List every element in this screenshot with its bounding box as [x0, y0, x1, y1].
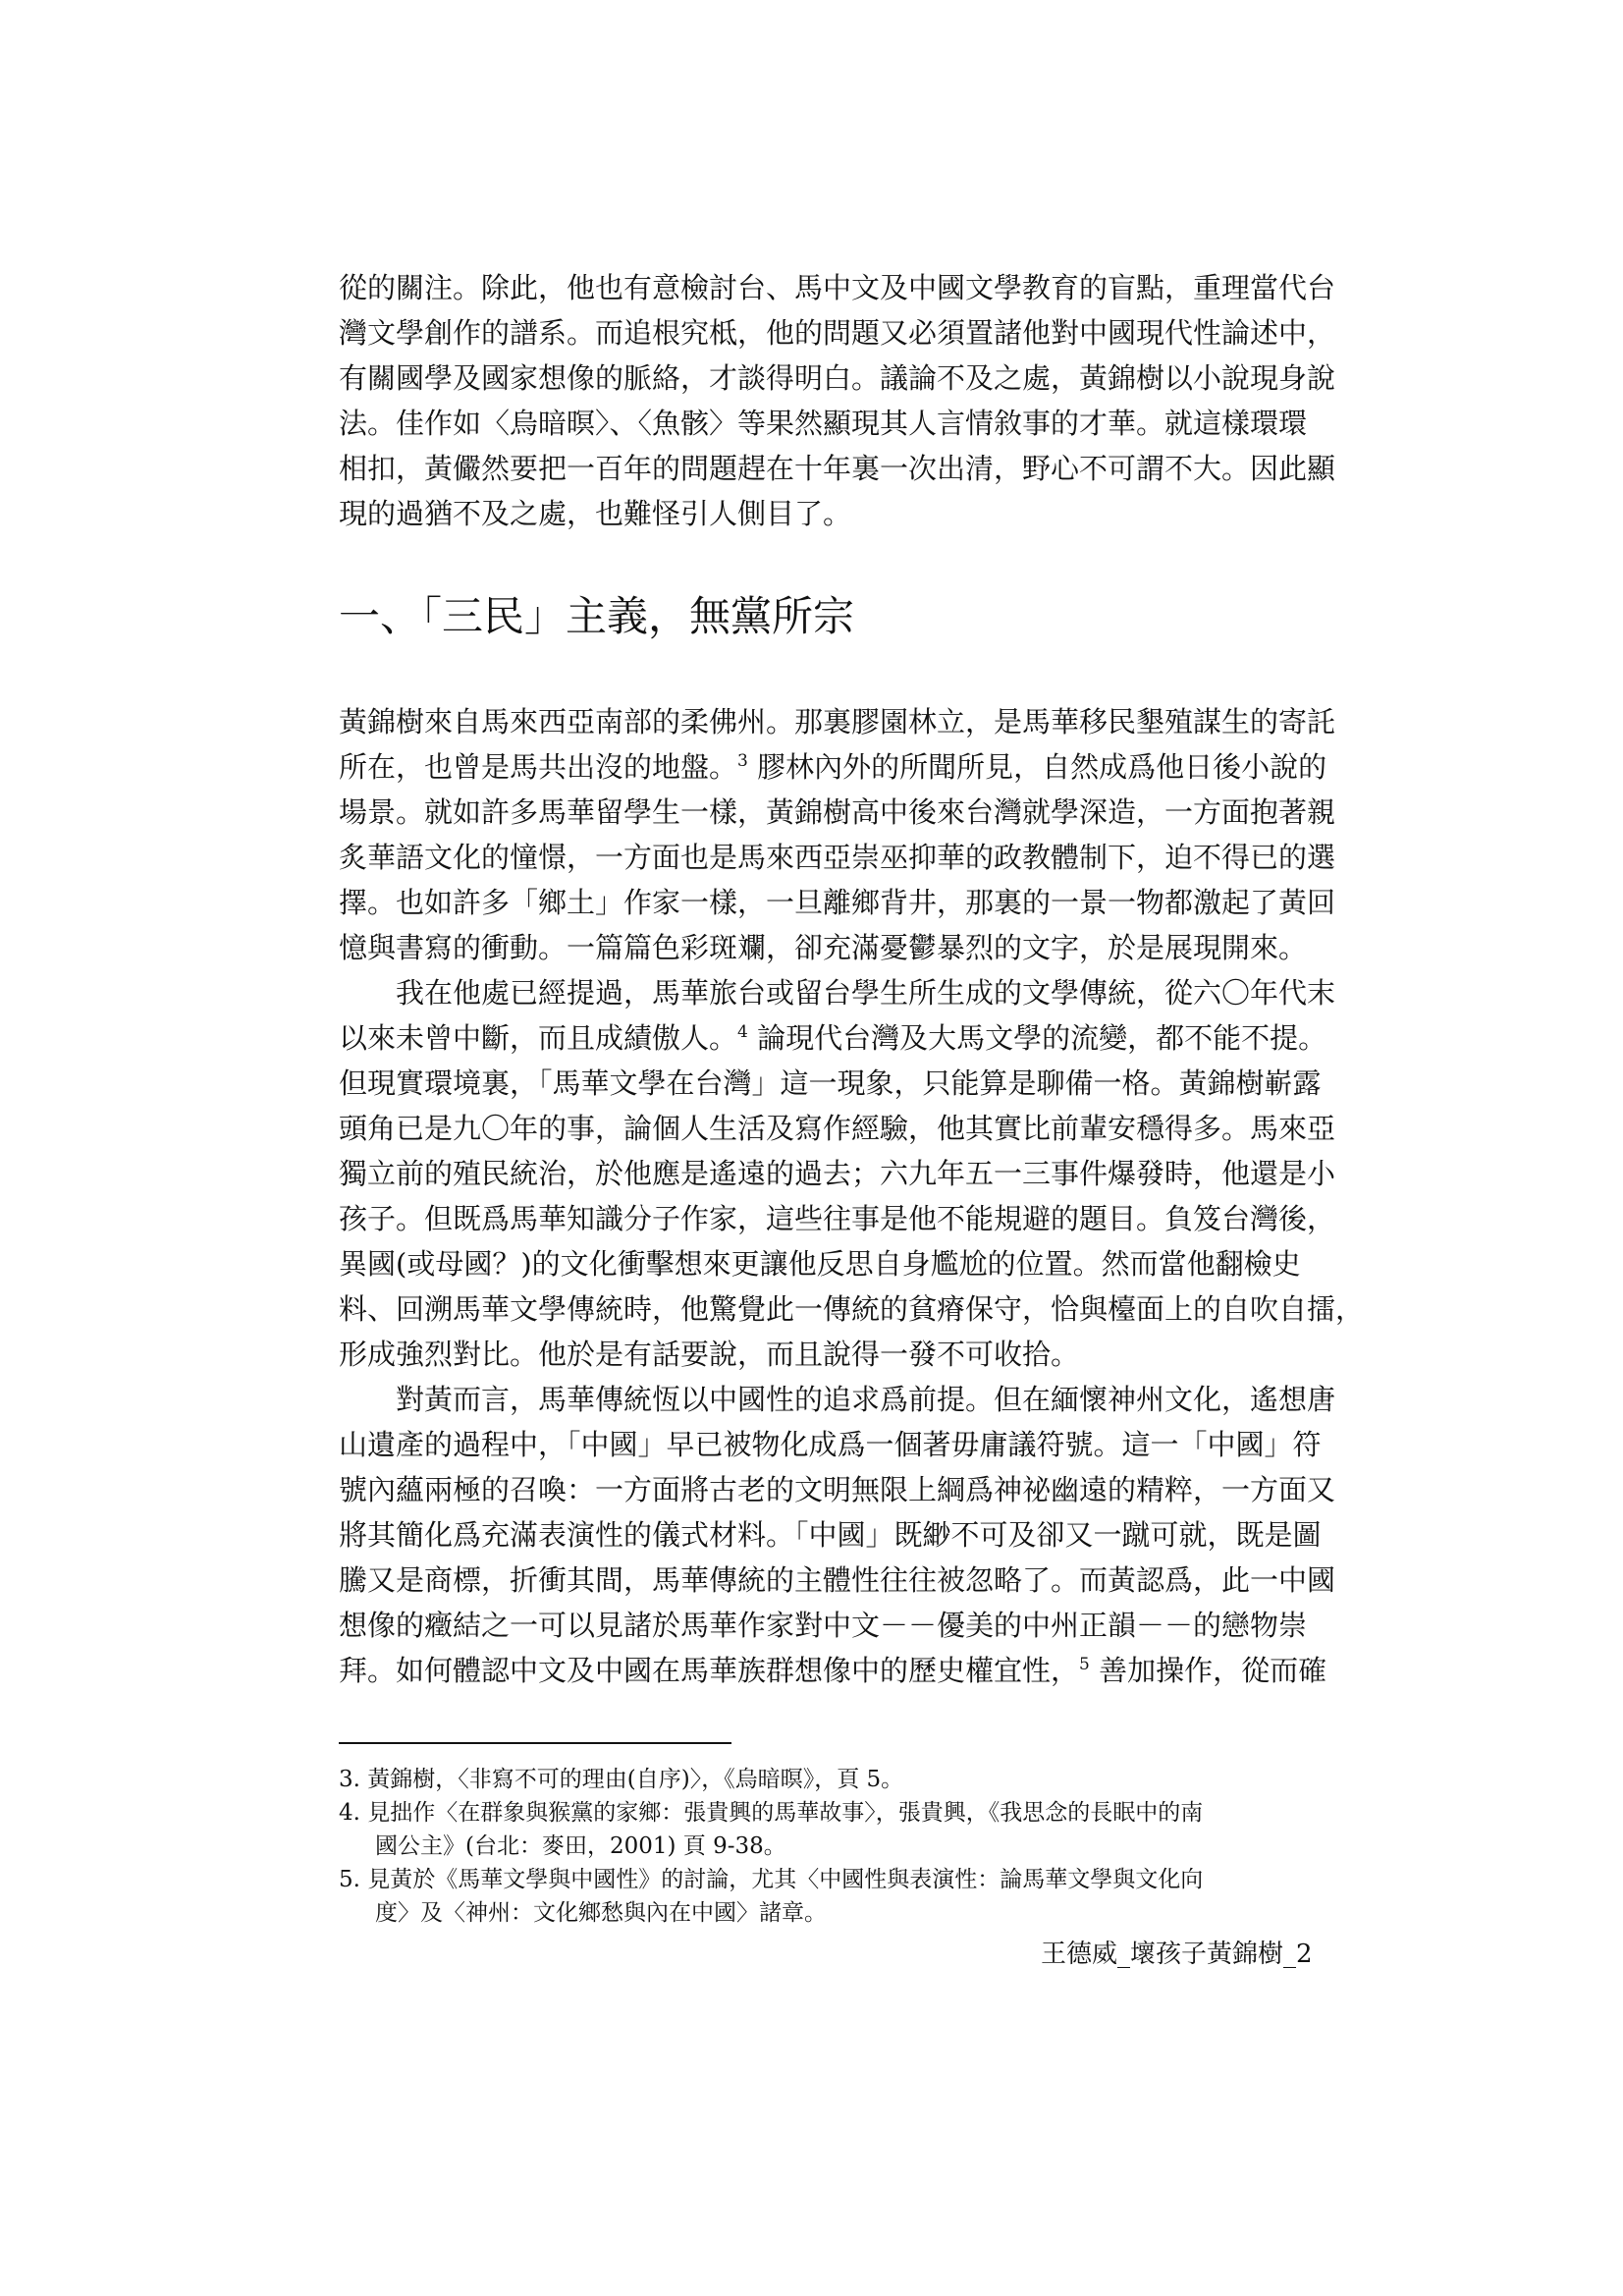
paragraph-1: [339, 699, 1336, 970]
page-footer: 王德威_壞孩子黃錦樹_2: [1041, 1940, 1313, 1969]
footnote-3: 3. 黃錦樹，〈非寫不可的理由(自序)〉，《烏暗暝》，頁 5。: [339, 1767, 904, 1792]
text-line: 將其簡化爲充滿表演性的儀式材料。「中國」既緲不可及卻又一蹴可就，既是圖: [339, 1518, 1322, 1552]
text-span: 所在，也曾是馬共出沒的地盤。: [339, 750, 738, 784]
text-line: 騰又是商標，折衝其間，馬華傳統的主體性往往被忽略了。而黃認爲，此一中國: [339, 1563, 1336, 1597]
footnote-marker: 5: [1079, 1655, 1090, 1674]
text-line: 形成強烈對比。他於是有話要說，而且說得一發不可收拾。: [339, 1338, 1080, 1371]
text-span: 論現代台灣及大馬文學的流變，都不能不提。: [757, 1021, 1327, 1055]
text-line: 但現實環境裏，「馬華文學在台灣」這一現象，只能算是聊備一格。黃錦樹嶄露: [339, 1066, 1322, 1100]
text-line: [339, 1015, 1327, 1061]
paragraph-3: [339, 1377, 1336, 1693]
text-line: 法。佳作如〈烏暗暝〉、〈魚骸〉等果然顯現其人言情敘事的才華。就這樣環環: [339, 407, 1308, 440]
text-span: 以來未曾中斷，而且成績傲人。: [339, 1021, 738, 1055]
section-heading: 一、「三民」主義，無黨所宗: [339, 592, 855, 640]
text-line: 相扣，黃儼然要把一百年的問題趕在十年裏一次出清，野心不可謂不大。因此顯: [339, 452, 1336, 485]
text-line: 號內蘊兩極的召喚：一方面將古老的文明無限上綱爲神祕幽遠的精粹，一方面又: [339, 1473, 1336, 1506]
text-span: 拜。如何體認中文及中國在馬華族群想像中的歷史權宜性，: [339, 1654, 1080, 1687]
footnotes: [339, 1763, 1281, 1930]
text-line: 頭角已是九〇年的事，論個人生活及寫作經驗，他其實比前輩安穩得多。馬來亞: [339, 1112, 1336, 1145]
footnote-5: 5. 見黃於《馬華文學與中國性》的討論，尤其〈中國性與表演性：論馬華文學與文化向: [339, 1867, 1204, 1892]
text-line: 料、回溯馬華文學傳統時，他驚覺此一傳統的貧瘠保守，恰與檯面上的自吹自擂，: [339, 1292, 1365, 1326]
intro-paragraph: [339, 265, 1336, 536]
paragraph-2: [339, 970, 1365, 1377]
footnote-marker: 3: [737, 751, 748, 771]
text-line: [339, 1648, 1327, 1693]
text-line: 現的過猶不及之處，也難怪引人側目了。: [339, 497, 852, 530]
text-span: 善加操作，從而確: [1099, 1654, 1327, 1687]
text-line: 灣文學創作的譜系。而追根究柢，他的問題又必須置諸他對中國現代性論述中，: [339, 316, 1336, 350]
footnote-4: 4. 見拙作〈在群象與猴黨的家鄉：張貴興的馬華故事〉，張貴興，《我思念的長眠中的南: [339, 1800, 1204, 1826]
text-line: 憶與書寫的衝動。一篇篇色彩斑斕，卻充滿憂鬱暴烈的文字，於是展現開來。: [339, 931, 1308, 964]
text-line: 有關國學及國家想像的脈絡，才談得明白。議論不及之處，黃錦樹以小說現身說: [339, 361, 1336, 395]
text-line: 獨立前的殖民統治，於他應是遙遠的過去；六九年五一三事件爆發時，他還是小: [339, 1157, 1336, 1190]
text-line: 從的關注。除此，他也有意檢討台、馬中文及中國文學教育的盲點，重理當代台: [339, 271, 1336, 304]
text-line: [339, 744, 1327, 790]
text-line: 想像的癥結之一可以見諸於馬華作家對中文－－優美的中州正韻－－的戀物崇: [339, 1609, 1308, 1642]
text-line: 孩子。但既爲馬華知識分子作家，這些往事是他不能規避的題目。負笈台灣後，: [339, 1202, 1336, 1235]
text-line: 場景。就如許多馬華留學生一樣，黃錦樹高中後來台灣就學深造，一方面抱著親: [339, 795, 1336, 829]
text-line: 擇。也如許多「鄉土」作家一樣，一旦離鄉背井，那裏的一景一物都激起了黃回: [339, 886, 1336, 919]
footnote-marker: 4: [737, 1022, 748, 1042]
text-line: 對黃而言，馬華傳統恆以中國性的追求爲前提。但在緬懷神州文化，遙想唐: [396, 1383, 1336, 1416]
text-line: 炙華語文化的憧憬，一方面也是馬來西亞崇巫抑華的政教體制下，迫不得已的選: [339, 841, 1336, 874]
text-line: 異國(或母國？)的文化衝擊想來更讓他反思自身尷尬的位置。然而當他翻檢史: [339, 1247, 1301, 1281]
footnote-4-continued: 國公主》(台北：麥田，2001) 頁 9-38。: [375, 1833, 786, 1859]
text-line: 黃錦樹來自馬來西亞南部的柔佛州。那裏膠園林立，是馬華移民墾殖謀生的寄託: [339, 705, 1336, 738]
text-span: 膠林內外的所聞所見，自然成爲他日後小說的: [757, 750, 1327, 784]
text-line: 山遺產的過程中，「中國」早已被物化成爲一個著毋庸議符號。這一「中國」符: [339, 1428, 1322, 1461]
footnote-5-continued: 度〉及〈神州：文化鄉愁與內在中國〉諸章。: [375, 1900, 827, 1926]
footnote-divider: [339, 1742, 731, 1744]
text-line: 我在他處已經提過，馬華旅台或留台學生所生成的文學傳統，從六〇年代末: [396, 976, 1336, 1010]
